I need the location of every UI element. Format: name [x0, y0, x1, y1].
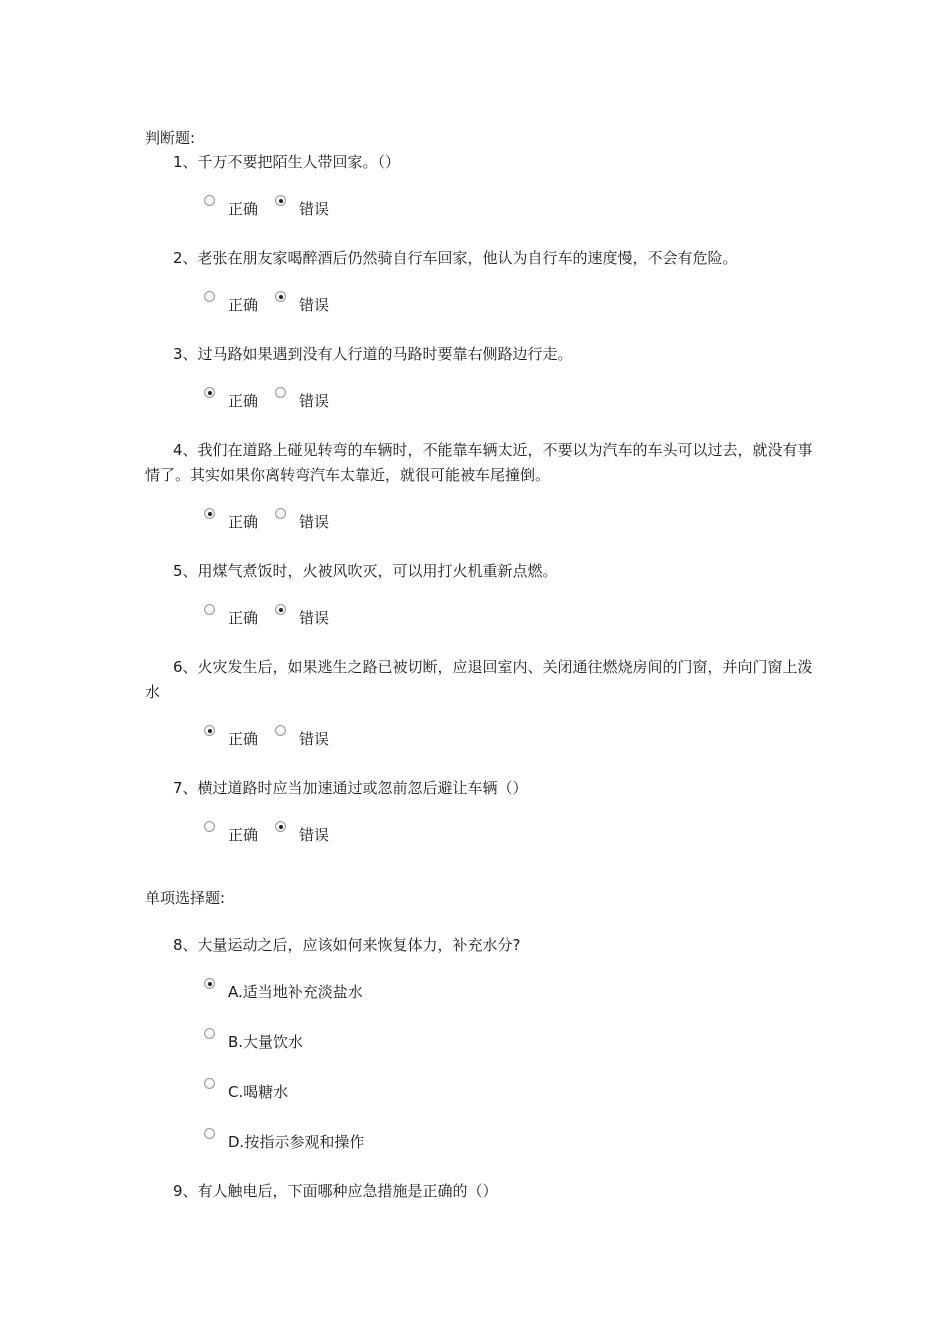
q3-label-wrong: 错误 [299, 392, 330, 410]
question-3: 3、过马路如果遇到没有人行道的马路时要靠右侧路边行走。 [173, 345, 573, 363]
q8-radio-b[interactable] [204, 1028, 215, 1039]
q2-radio-wrong[interactable] [275, 291, 286, 302]
q1-label-wrong: 错误 [299, 200, 330, 218]
question-9: 9、有人触电后，下面哪种应急措施是正确的（） [173, 1182, 498, 1200]
q8-label-a: A.适当地补充淡盐水 [228, 983, 363, 1001]
q7-radio-wrong[interactable] [275, 821, 286, 832]
q8-label-d: D.按指示参观和操作 [228, 1133, 365, 1151]
q8-label-c: C.喝糖水 [228, 1083, 289, 1101]
q5-radio-correct[interactable] [204, 604, 215, 615]
question-1: 1、千万不要把陌生人带回家。（） [173, 153, 401, 171]
q4-label-correct: 正确 [228, 513, 259, 531]
question-4: 4、我们在道路上碰见转弯的车辆时，不能靠车辆太近，不要以为汽车的车头可以过去，就没有事情了。其实如果你离转弯汽车太靠近，就很可能被车尾撞倒。 [145, 441, 813, 484]
q5-label-wrong: 错误 [299, 609, 330, 627]
q3-radio-correct[interactable] [204, 387, 215, 398]
single-choice-section-title: 单项选择题: [145, 889, 226, 907]
q6-radio-correct[interactable] [204, 725, 215, 736]
q5-label-correct: 正确 [228, 609, 259, 627]
judge-section-title: 判断题: [145, 129, 196, 147]
question-6: 6、火灾发生后，如果逃生之路已被切断，应退回室内、关闭通往燃烧房间的门窗，并向门窗上泼水 [145, 658, 813, 701]
q8-radio-d[interactable] [204, 1128, 215, 1139]
q7-label-wrong: 错误 [299, 826, 330, 844]
question-2: 2、老张在朋友家喝醉酒后仍然骑自行车回家，他认为自行车的速度慢，不会有危险。 [173, 249, 738, 267]
q1-radio-wrong[interactable] [275, 195, 286, 206]
q8-radio-c[interactable] [204, 1078, 215, 1089]
q5-radio-wrong[interactable] [275, 604, 286, 615]
q2-radio-correct[interactable] [204, 291, 215, 302]
q3-radio-wrong[interactable] [275, 387, 286, 398]
q6-label-correct: 正确 [228, 730, 259, 748]
q7-label-correct: 正确 [228, 826, 259, 844]
q3-label-correct: 正确 [228, 392, 259, 410]
q6-label-wrong: 错误 [299, 730, 330, 748]
q2-label-correct: 正确 [228, 296, 259, 314]
q4-radio-correct[interactable] [204, 508, 215, 519]
question-7: 7、横过道路时应当加速通过或忽前忽后避让车辆（） [173, 779, 528, 797]
q4-radio-wrong[interactable] [275, 508, 286, 519]
q7-radio-correct[interactable] [204, 821, 215, 832]
q2-label-wrong: 错误 [299, 296, 330, 314]
question-5: 5、用煤气煮饭时，火被风吹灭，可以用打火机重新点燃。 [173, 562, 558, 580]
q4-label-wrong: 错误 [299, 513, 330, 531]
q8-label-b: B.大量饮水 [228, 1033, 304, 1051]
q1-label-correct: 正确 [228, 200, 259, 218]
q1-radio-correct[interactable] [204, 195, 215, 206]
question-8: 8、大量运动之后，应该如何来恢复体力，补充水分? [173, 936, 521, 954]
q6-radio-wrong[interactable] [275, 725, 286, 736]
q8-radio-a[interactable] [204, 978, 215, 989]
